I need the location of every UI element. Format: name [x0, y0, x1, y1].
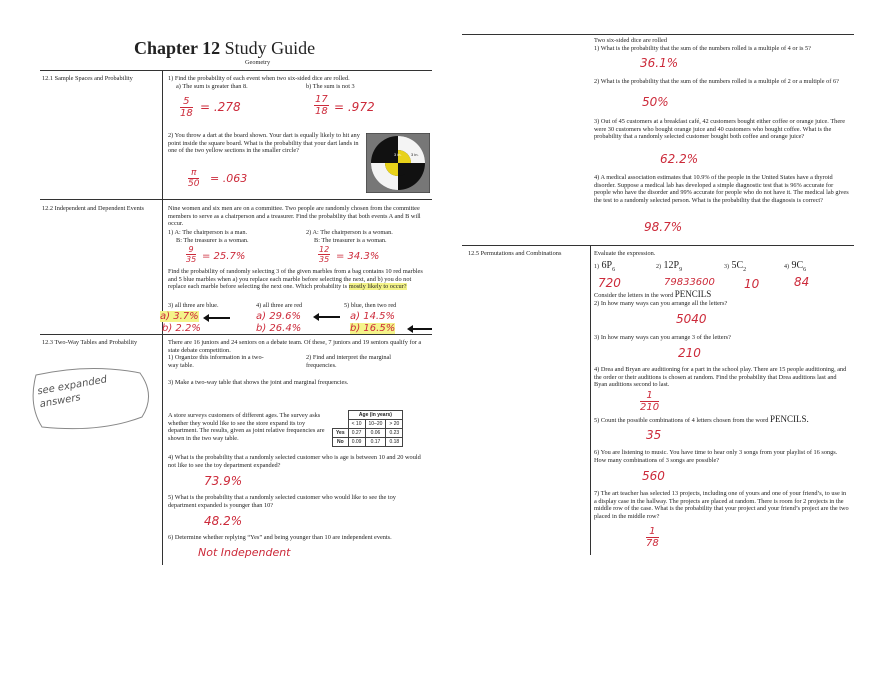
answer: b) 16.5%: [350, 323, 396, 334]
answer: 5040: [676, 312, 707, 326]
answer: 210: [678, 346, 701, 360]
item-number: 2): [656, 264, 661, 270]
question-intro: A store surveys customers of different ages. The survey asks whether they would like to see the store expand its toy department. The results, given as joint relative frequencies are shown in the two way table.: [168, 412, 325, 442]
table-cell: 0.17: [365, 438, 386, 447]
expr-op: P: [673, 260, 680, 271]
column-header: > 20: [386, 420, 403, 429]
table-row: [333, 429, 403, 438]
question-part: B: The treasurer is a woman.: [314, 237, 387, 244]
instruction: Evaluate the expression.: [594, 250, 656, 257]
table-cell: 0.23: [386, 429, 403, 438]
answer: 62.2%: [660, 152, 699, 166]
highlighted-text: mostly likely to occur?: [348, 283, 407, 291]
denominator: 50: [188, 179, 200, 189]
page-title: [134, 38, 315, 59]
denominator: 35: [186, 255, 197, 264]
dartboard-figure: [366, 133, 430, 193]
numerator: 12: [319, 245, 330, 254]
answer-fraction: [318, 245, 330, 264]
table-cell: 0.06: [365, 429, 386, 438]
question: 1) What is the probability that the sum of the numbers rolled is a multiple of 4 or is 5?: [594, 45, 811, 52]
answer-fraction: [314, 94, 329, 117]
question: 1) Organize this information in a two-way table.: [168, 354, 264, 369]
expr-n: 6: [601, 260, 607, 271]
section-label: 12.5 Permutations and Combinations: [468, 250, 562, 257]
denominator: 35: [319, 255, 330, 264]
expr-op: C: [796, 260, 804, 271]
question: 3) Make a two-way table that shows the joint and marginal frequencies.: [168, 379, 349, 386]
item-number: 4): [784, 264, 789, 270]
divider: [590, 245, 591, 555]
numerator: π: [188, 168, 199, 179]
answer: = .278: [200, 100, 241, 114]
question: 5) What is the probability that a randomly selected customer who would like to see the toy department expanded is younger than 10?: [168, 494, 396, 509]
answer-fraction: [188, 168, 199, 189]
numerator: 17: [315, 94, 328, 105]
arrow-icon: [318, 316, 340, 318]
question: 6) Determine whether replying “Yes” and being younger than 10 are independent events.: [168, 534, 392, 541]
section-label: 12.2 Independent and Dependent Events: [42, 205, 144, 212]
column-header: 10–20: [365, 420, 386, 429]
answer: = 34.3%: [336, 251, 380, 262]
question-text: 5) Count the possible combinations of 4 letters chosen from the word: [594, 417, 769, 424]
arrow-icon: [412, 328, 432, 330]
question: 3) In how many ways can you arrange 3 of the letters?: [594, 334, 731, 341]
expression-3: [724, 260, 746, 273]
divider: [462, 245, 854, 246]
expr-k: 9: [679, 267, 683, 273]
expression-1: [594, 260, 615, 273]
expr-k: 6: [803, 267, 807, 273]
question-intro: There are 16 juniors and 24 seniors on a debate team. Of these, 7 juniors and 19 seniors qualify for a state debate competition.: [168, 339, 422, 354]
divider: [40, 334, 432, 335]
expr-n: 5: [731, 260, 737, 271]
section-label: 12.3 Two-Way Tables and Probability: [42, 339, 138, 346]
arrow-icon: [208, 317, 230, 319]
row-header: Yes: [333, 429, 349, 438]
word-pencils: PENCILS: [674, 289, 712, 299]
item-number: 1): [594, 264, 599, 270]
answer: 36.1%: [640, 56, 679, 70]
dimension-label: 3 in.: [411, 152, 419, 157]
question-part: B: The treasurer is a woman.: [176, 237, 249, 244]
answer-fraction: [646, 526, 659, 549]
answer-fraction: [186, 245, 196, 264]
question: 1) A: The chairperson is a man.: [168, 229, 248, 236]
answer: 73.9%: [204, 474, 243, 488]
instruction: [594, 291, 711, 300]
page-subtitle: Geometry: [245, 59, 271, 66]
divider: [40, 70, 432, 71]
question-intro: Two six-sided dice are rolled: [594, 37, 667, 44]
title-bold: Chapter 12: [134, 38, 221, 58]
question: 4) all three are red: [256, 302, 303, 309]
answer: 10: [744, 277, 760, 291]
table-row: [333, 438, 403, 447]
question-intro: Nine women and six men are on a committee. Two people are randomly chosen from the committee members to serve as a chairperson and a treasurer. Find the probability that both events A and B will occur.: [168, 205, 421, 228]
answer-fraction: [640, 390, 659, 413]
title-rest: Study Guide: [220, 38, 316, 58]
answer: 48.2%: [204, 514, 243, 528]
question: 3) all three are blue.: [168, 302, 219, 309]
divider: [40, 199, 432, 200]
answer: 50%: [642, 95, 669, 109]
consider-text: Consider the letters in the word: [594, 292, 674, 299]
answer: a) 3.7%: [160, 311, 199, 322]
answer: a) 29.6%: [256, 311, 301, 322]
answer: 35: [646, 428, 662, 442]
denominator: 210: [640, 402, 660, 413]
question: 6) You are listening to music. You have time to hear only 3 songs from your playlist of 16 songs. How many combinations of 3 songs are possible?: [594, 449, 838, 464]
numerator: 9: [186, 245, 196, 255]
table-cell: 0.09: [348, 438, 365, 447]
question: 2) A: The chairperson is a woman.: [306, 229, 393, 236]
two-way-table: [332, 410, 403, 447]
table-cell: 0.18: [386, 438, 403, 447]
expression-2: [656, 260, 682, 273]
expr-n: 12: [663, 260, 674, 271]
question: 2) What is the probability that the sum of the numbers rolled is a multiple of 2 or a multiple of 6?: [594, 78, 839, 85]
numerator: 1: [640, 390, 659, 402]
answer: = .063: [210, 172, 248, 185]
dimension-label: 3 in.: [394, 152, 402, 157]
answer: 98.7%: [644, 220, 683, 234]
question: 4) A medical association estimates that 10.9% of the people in the United States have a thyroid disorder. Suppose a medical lab has developed a simple diagnostic test that is 96% accurate for people who have the disorder and 99% accurate for people who do not have it. The medical lab gives the test to a randomly selected person. What is the probability that the diagnosis is correct?: [594, 174, 849, 204]
expr-k: 6: [612, 267, 616, 273]
table-title: Age (in years): [348, 411, 403, 420]
question: 2) In how many ways can you arrange all the letters?: [594, 300, 728, 307]
row-header: No: [333, 438, 349, 447]
question: [594, 416, 850, 425]
question-part: b) The sum is not 3: [306, 83, 355, 90]
marbles-text: Find the probability of randomly selecting 3 of the given marbles from a bag contains 10 red marbles and 5 blue marbles when a) you replace each marble before selecting the next, and b) you do not replace each marble before selecting the next one. Which probability is: [168, 268, 423, 291]
divider: [462, 34, 854, 35]
question: 5) blue, then two red: [344, 302, 397, 309]
answer: = .972: [334, 100, 375, 114]
answer-fraction: [180, 96, 193, 119]
answer: b) 2.2%: [162, 323, 201, 334]
age-table: [332, 410, 403, 447]
answer: 79833600: [664, 277, 715, 288]
expr-op: C: [736, 260, 744, 271]
expr-op: P: [606, 260, 613, 271]
numerator: 1: [646, 526, 659, 538]
answer: Not Independent: [198, 546, 291, 559]
answer: = 25.7%: [202, 251, 246, 262]
denominator: 18: [180, 108, 193, 119]
dartboard-svg: [366, 133, 430, 193]
question-part: a) The sum is greater than 8.: [176, 83, 248, 90]
question: 4) Drea and Bryan are auditioning for a part in the school play. There are 15 people auditioning, and the order or their auditions is chosen at random. Find the probability that Drea auditions last and Byan auditions second to last.: [594, 366, 847, 389]
item-number: 3): [724, 264, 729, 270]
answer: b) 26.4%: [256, 323, 302, 334]
expr-k: 2: [743, 267, 747, 273]
expr-n: 9: [791, 260, 797, 271]
section-label: 12.1 Sample Spaces and Probability: [42, 75, 133, 82]
question-intro: [168, 268, 424, 291]
question: 4) What is the probability that a randomly selected customer who is age is between 10 and 20 would not like to see the toy department expanded?: [168, 454, 421, 469]
question: 1) Find the probability of each event when two six-sided dice are rolled.: [168, 75, 350, 82]
handwritten-note: [30, 365, 158, 435]
answer: a) 14.5%: [350, 311, 395, 322]
question: 2) You throw a dart at the board shown. Your dart is equally likely to hit any point inside the square board. What is the probability that your dart lands in one of the two yellow sections in the smaller circle?: [168, 132, 360, 155]
question: 7) The art teacher has selected 13 projects, including one of yours and one of your friend’s, to use in a display case in the hallway. The projects are placed at random. There is room for 2 projects in the middle row of the case. What is the probability that your project and your friend’s project are the two placed in the middle row?: [594, 490, 849, 520]
question: 2) Find and interpret the marginal frequencies.: [306, 354, 392, 369]
table-cell: 0.27: [348, 429, 365, 438]
table-corner: [333, 420, 349, 429]
denominator: 18: [315, 106, 328, 117]
denominator: 78: [646, 538, 659, 549]
numerator: 5: [180, 96, 193, 108]
answer: 84: [794, 275, 810, 289]
table-corner: [333, 411, 349, 420]
column-header: < 10: [348, 420, 365, 429]
answer: 560: [642, 469, 665, 483]
answer: 720: [598, 276, 621, 290]
note-text: see expanded answers: [36, 374, 108, 411]
question: 3) Out of 45 customers at a breakfast café, 42 customers bought either coffee or orange juice. There were 30 customers who bought orange juice and 40 customers who bought coffee. What is the probability that a randomly selected customer bought both coffee and orange juice?: [594, 118, 846, 141]
expression-4: [784, 260, 806, 273]
word-pencils: PENCILS.: [769, 414, 809, 424]
